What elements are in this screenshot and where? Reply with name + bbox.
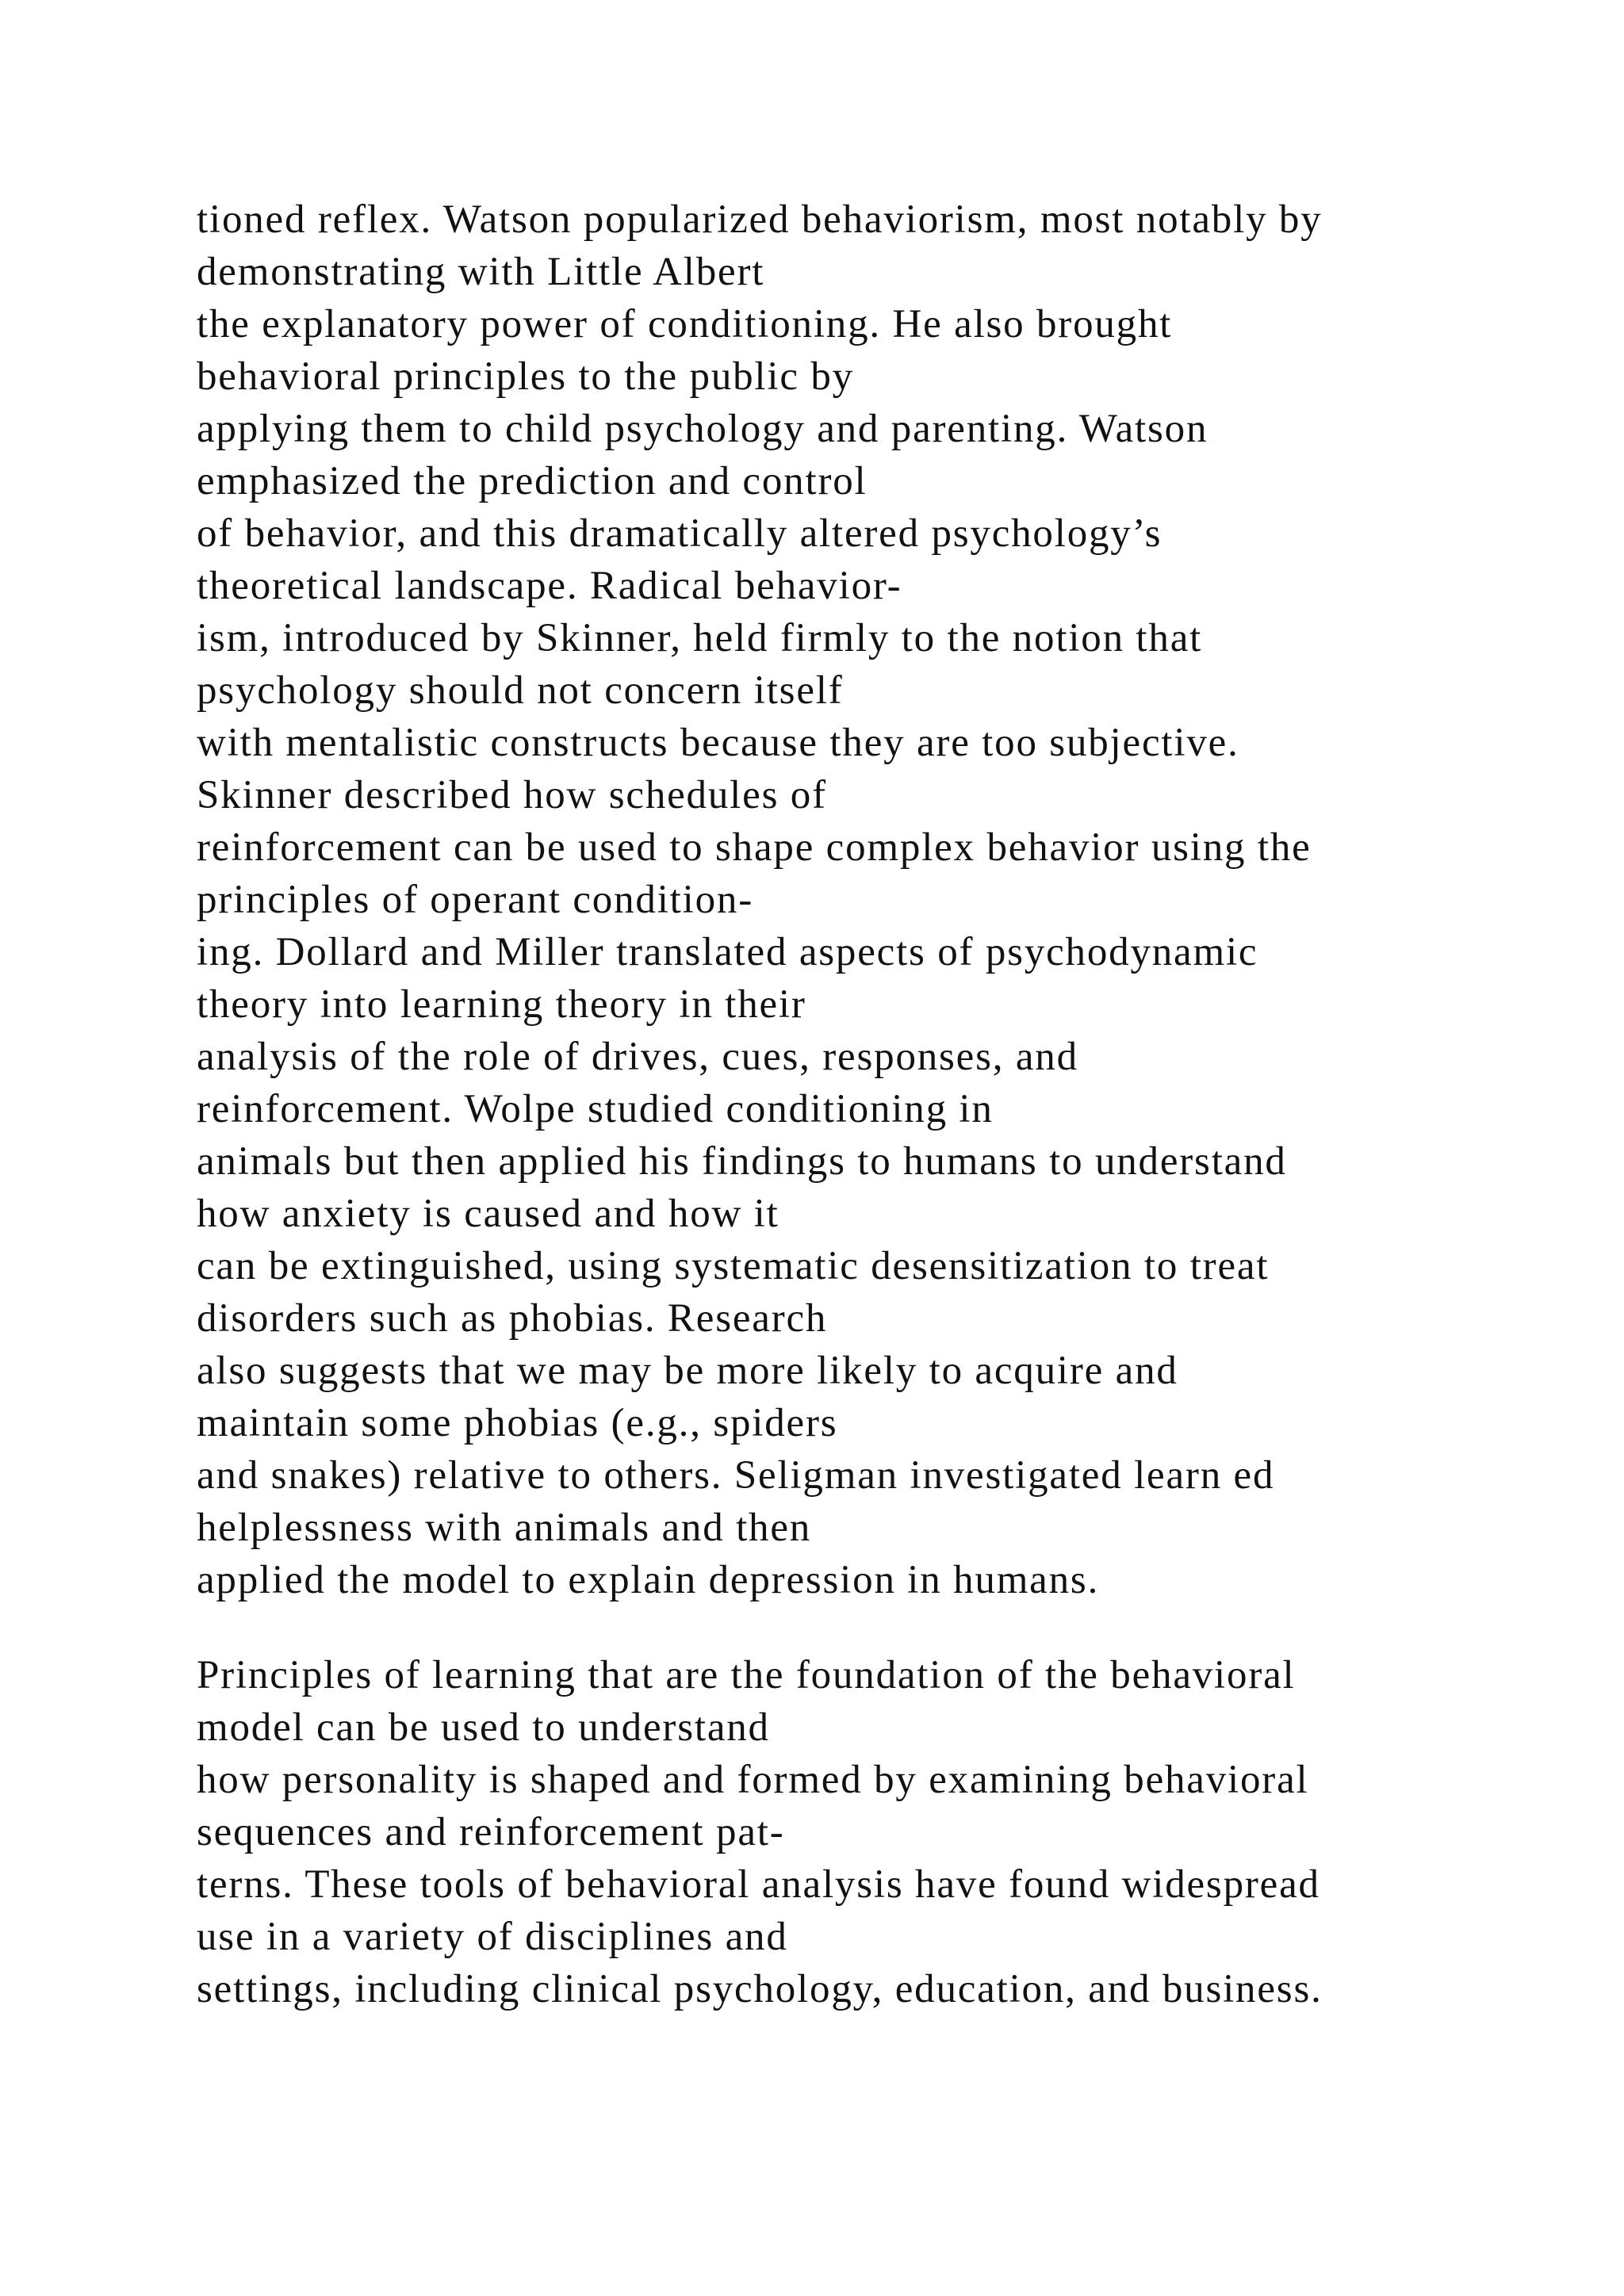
text-line: animals but then applied his findings to humans to understand: [197, 1139, 1287, 1184]
text-line: behavioral principles to the public by: [197, 354, 854, 399]
text-line: applied the model to explain depression in humans.: [197, 1558, 1100, 1602]
text-line: and snakes) relative to others. Seligman investigated learn ed: [197, 1453, 1275, 1498]
text-line: applying them to child psychology and parenting. Watson: [197, 407, 1208, 451]
text-line: terns. These tools of behavioral analysis have found widespread: [197, 1862, 1320, 1907]
text-line: helplessness with animals and then: [197, 1506, 812, 1550]
text-line: how personality is shaped and formed by examining behavioral: [197, 1758, 1309, 1802]
text-line: theory into learning theory in their: [197, 982, 806, 1027]
text-line: ism, introduced by Skinner, held firmly to the notion that: [197, 616, 1203, 660]
text-line: can be extinguished, using systematic desensitization to treat: [197, 1244, 1270, 1288]
paragraph-2: [197, 1649, 1529, 2015]
text-line: theoretical landscape. Radical behavior-: [197, 564, 902, 608]
text-line: Principles of learning that are the foundation of the behavioral: [197, 1653, 1296, 1697]
text-line: analysis of the role of drives, cues, responses, and: [197, 1035, 1078, 1079]
text-line: also suggests that we may be more likely to acquire and: [197, 1349, 1178, 1393]
text-line: principles of operant condition-: [197, 878, 753, 922]
text-line: emphasized the prediction and control: [197, 459, 868, 503]
text-line: with mentalistic constructs because they are too subjective.: [197, 721, 1239, 765]
text-line: ing. Dollard and Miller translated aspects of psychodynamic: [197, 930, 1258, 974]
text-line: demonstrating with Little Albert: [197, 250, 765, 294]
text-line: disorders such as phobias. Research: [197, 1296, 828, 1341]
text-line: Skinner described how schedules of: [197, 773, 827, 817]
text-line: psychology should not concern itself: [197, 668, 844, 713]
text-line: reinforcement can be used to shape complex behavior using the: [197, 825, 1312, 870]
text-line: the explanatory power of conditioning. He also brought: [197, 302, 1173, 346]
text-line: reinforcement. Wolpe studied conditioning in: [197, 1087, 994, 1131]
text-line: tioned reflex. Watson popularized behaviorism, most notably by: [197, 197, 1323, 242]
text-line: of behavior, and this dramatically altered psychology’s: [197, 511, 1162, 556]
paragraph-1: [197, 193, 1529, 1606]
text-line: model can be used to understand: [197, 1705, 770, 1750]
text-line: use in a variety of disciplines and: [197, 1915, 788, 1959]
text-line: settings, including clinical psychology, education, and business.: [197, 1967, 1323, 2011]
text-line: maintain some phobias (e.g., spiders: [197, 1401, 838, 1445]
text-line: how anxiety is caused and how it: [197, 1192, 779, 1236]
text-line: sequences and reinforcement pat-: [197, 1810, 785, 1854]
